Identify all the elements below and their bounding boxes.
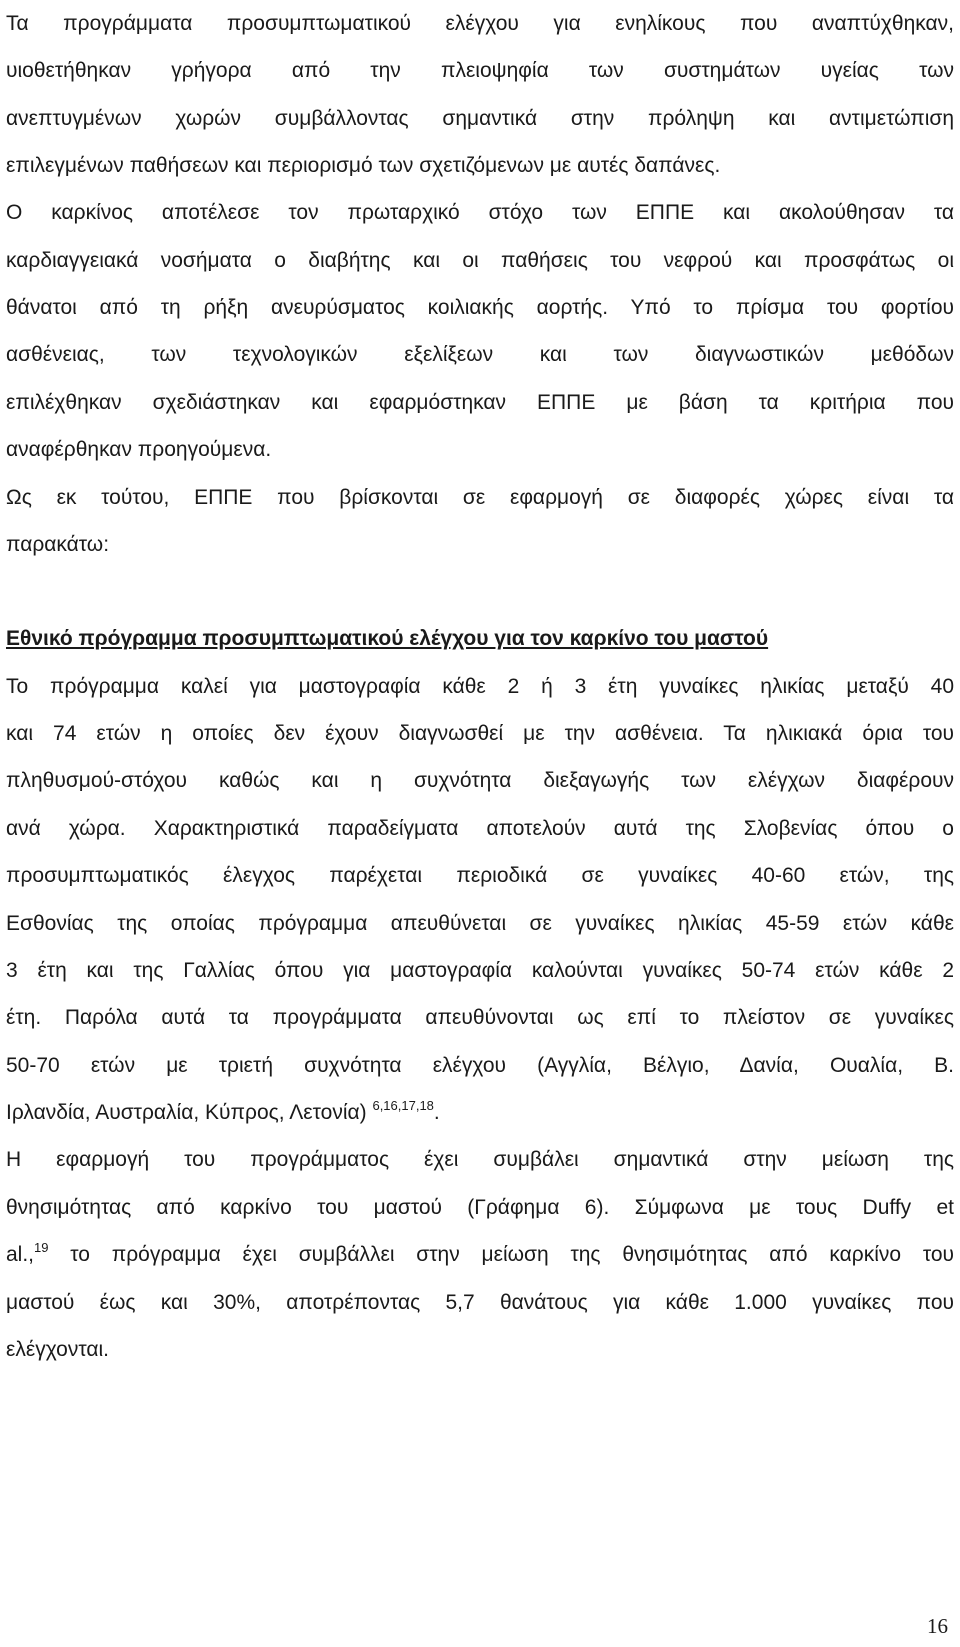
- text-line: υιοθετήθηκαν γρήγορα από την πλειοψηφία των συστημάτων υγείας των: [6, 59, 954, 82]
- text-line: καρδιαγγειακά νοσήματα ο διαβήτης και οι παθήσεις του νεφρού και προσφάτως οι: [6, 249, 954, 272]
- text-line: αναφέρθηκαν προηγούμενα.: [6, 438, 272, 461]
- text-line: προσυμπτωματικός έλεγχος παρέχεται περιοδικά σε γυναίκες 40-60 ετών, της: [6, 864, 954, 887]
- text-line: Τα προγράμματα προσυμπτωματικού ελέγχου για ενηλίκους που αναπτύχθηκαν,: [6, 12, 954, 35]
- text-span: al.,: [6, 1243, 35, 1266]
- section-heading: Εθνικό πρόγραμμα προσυμπτωματικού ελέγχου για τον καρκίνο του μαστού: [6, 627, 769, 650]
- text-line: παρακάτω:: [6, 533, 110, 556]
- text-line: επιλεγμένων παθήσεων και περιορισμό των σχετιζόμενων με αυτές δαπάνες.: [6, 154, 721, 177]
- text-line: και 74 ετών η οποίες δεν έχουν διαγνωσθεί με την ασθένεια. Τα ηλικιακά όρια του: [6, 722, 954, 745]
- text-line: ασθένειας, των τεχνολογικών εξελίξεων και των διαγνωστικών μεθόδων: [6, 343, 954, 366]
- text-line: Εσθονίας της οποίας πρόγραμμα απευθύνεται σε γυναίκες ηλικίας 45-59 ετών κάθε: [6, 912, 954, 935]
- text-line: ανά χώρα. Χαρακτηριστικά παραδείγματα αποτελούν αυτά της Σλοβενίας όπου ο: [6, 817, 954, 840]
- text-line: θάνατοι από τη ρήξη ανευρύσματος κοιλιακής αορτής. Υπό το πρίσμα του φορτίου: [6, 296, 954, 319]
- text-line: θνησιμότητας από καρκίνο του μαστού (Γράφημα 6). Σύμφωνα με τους Duffy et: [6, 1196, 954, 1219]
- text-line: πληθυσμού-στόχου καθώς και η συχνότητα διεξαγωγής των ελέγχων διαφέρουν: [6, 769, 954, 792]
- text-line: Το πρόγραμμα καλεί για μαστογραφία κάθε 2 ή 3 έτη γυναίκες ηλικίας μεταξύ 40: [6, 675, 954, 698]
- text-span: .: [433, 1101, 440, 1124]
- text-line: Η εφαρμογή του προγράμματος έχει συμβάλει σημαντικά στην μείωση της: [6, 1148, 954, 1171]
- text-span: Ιρλανδία, Αυστραλία, Κύπρος, Λετονία): [6, 1101, 373, 1124]
- text-line: ανεπτυγμένων χωρών συμβάλλοντας σημαντικά στην πρόληψη και αντιμετώπιση: [6, 107, 954, 130]
- citation-superscript: 19: [34, 1240, 49, 1255]
- text-line: [6, 1241, 954, 1269]
- text-span: το πρόγραμμα έχει συμβάλλει στην μείωση της θνησιμότητας από καρκίνο του: [48, 1243, 954, 1266]
- text-line: Ως εκ τούτου, ΕΠΠΕ που βρίσκονται σε εφαρμογή σε διαφορές χώρες είναι τα: [6, 486, 954, 509]
- text-line: έτη. Παρόλα αυτά τα προγράμματα απευθύνονται ως επί το πλείστον σε γυναίκες: [6, 1006, 954, 1029]
- text-line: επιλέχθηκαν σχεδιάστηκαν και εφαρμόστηκαν ΕΠΠΕ με βάση τα κριτήρια που: [6, 391, 954, 414]
- text-line: μαστού έως και 30%, αποτρέποντας 5,7 θανάτους για κάθε 1.000 γυναίκες που: [6, 1291, 954, 1314]
- text-line: [6, 1099, 954, 1127]
- text-line: Ο καρκίνος αποτέλεσε τον πρωταρχικό στόχο των ΕΠΠΕ και ακολούθησαν τα: [6, 201, 954, 224]
- page-number: 16: [927, 1614, 948, 1638]
- text-line: ελέγχονται.: [6, 1338, 110, 1361]
- text-line: 3 έτη και της Γαλλίας όπου για μαστογραφία καλούνται γυναίκες 50-74 ετών κάθε 2: [6, 959, 954, 982]
- text-line: 50-70 ετών με τριετή συχνότητα ελέγχου (Αγγλία, Βέλγιο, Δανία, Ουαλία, Β.: [6, 1054, 954, 1077]
- citation-superscript: 6,16,17,18: [372, 1098, 434, 1113]
